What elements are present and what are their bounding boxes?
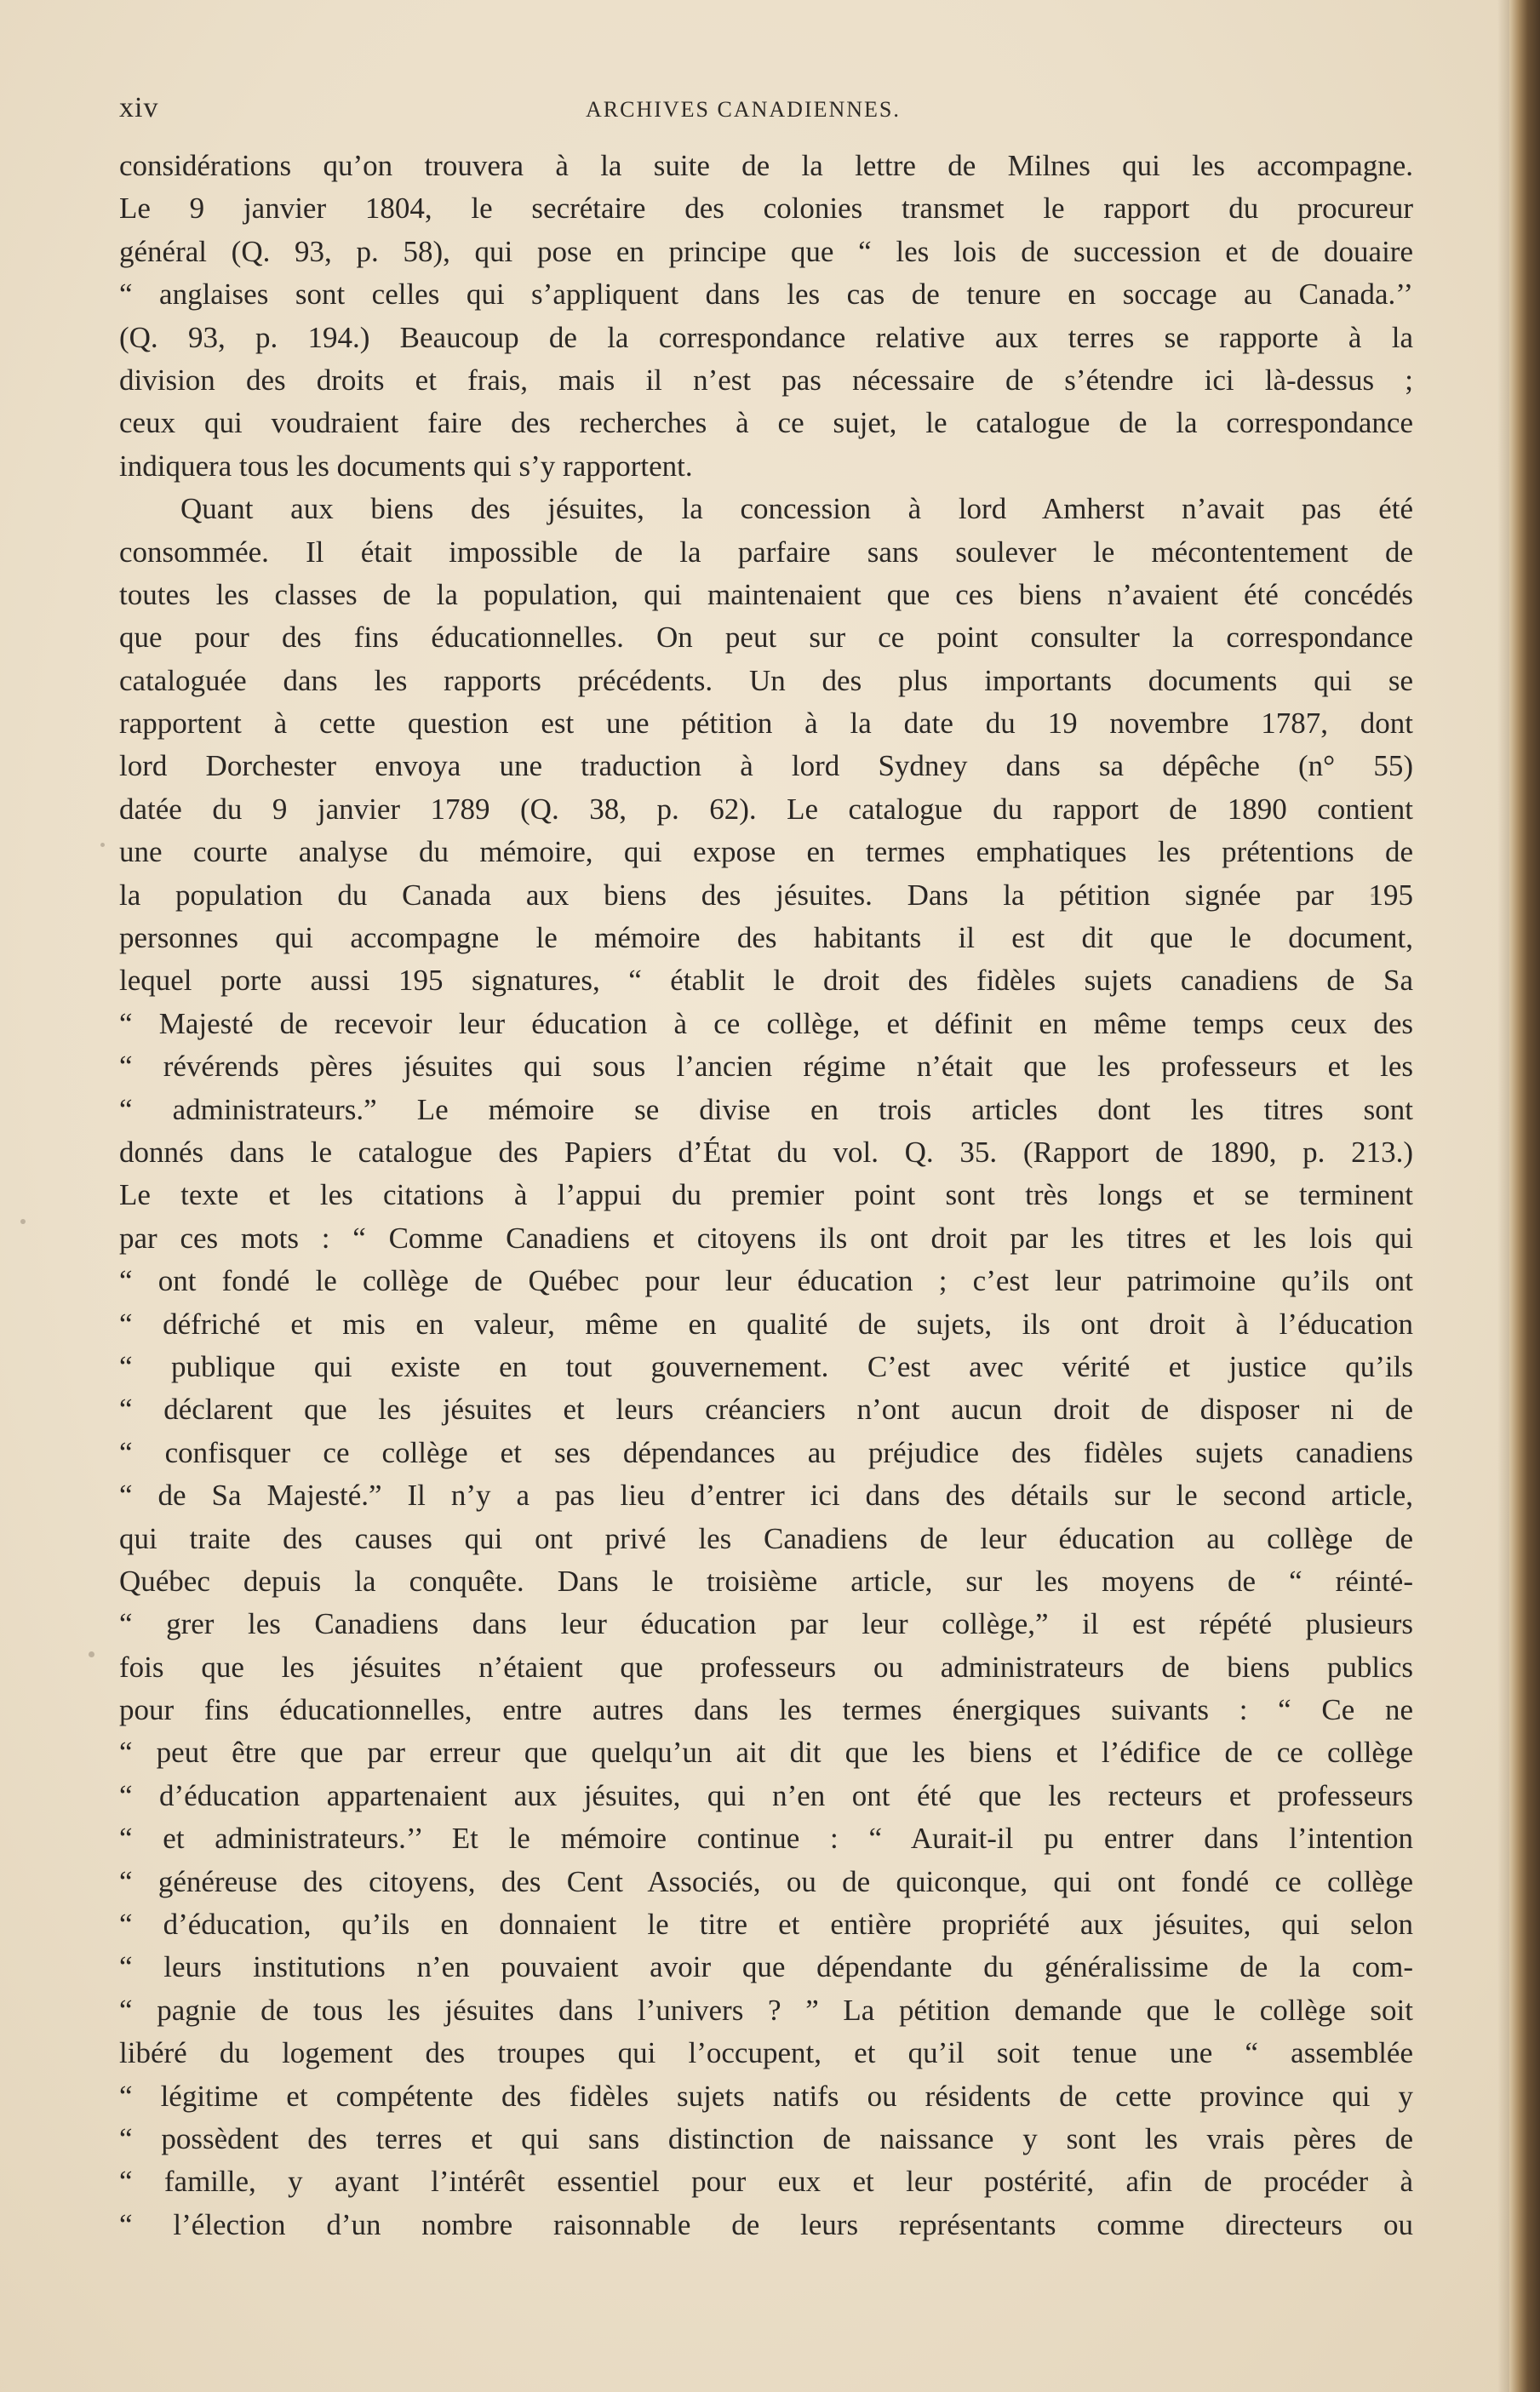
page-header	[119, 92, 1413, 134]
text-line: qui traite des causes qui ont privé les Canadiens de leur éducation au collège de	[119, 1521, 1413, 1555]
text-line: “ Majesté de recevoir leur éducation à ce collège, et définit en même temps ceux des	[119, 1006, 1413, 1040]
body-text	[119, 145, 1413, 2246]
text-line: consommée. Il était impossible de la parfaire sans soulever le mécontentement de	[119, 535, 1413, 569]
text-line: (Q. 93, p. 194.) Beaucoup de la correspondance relative aux terres se rapporte à la	[119, 320, 1413, 354]
page-edge-shadow	[1497, 0, 1509, 2392]
text-line: “ publique qui existe en tout gouvernement. C’est avec vérité et justice qu’ils	[119, 1349, 1413, 1383]
text-line: ceux qui voudraient faire des recherches à ce sujet, le catalogue de la correspondance	[119, 406, 1413, 440]
paragraph-start-line: Quant aux biens des jésuites, la concession à lord Amherst n’avait pas été	[180, 492, 1413, 526]
text-line: “ possèdent des terres et qui sans distinction de naissance y sont les vrais pères de	[119, 2121, 1413, 2155]
text-line: “ légitime et compétente des fidèles sujets natifs ou résidents de cette province qui y	[119, 2079, 1413, 2113]
paper-speck	[20, 1219, 26, 1224]
text-line: général (Q. 93, p. 58), qui pose en principe que “ les lois de succession et de douaire	[119, 234, 1413, 268]
book-binding-edge	[1509, 0, 1540, 2392]
text-line: “ l’élection d’un nombre raisonnable de leurs représentants comme directeurs ou	[119, 2207, 1413, 2241]
paper-speck	[100, 843, 105, 847]
text-line: donnés dans le catalogue des Papiers d’État du vol. Q. 35. (Rapport de 1890, p. 213.)	[119, 1135, 1413, 1169]
text-line: “ pagnie de tous les jésuites dans l’univers ? ” La pétition demande que le collège soit	[119, 1993, 1413, 2027]
text-line: cataloguée dans les rapports précédents. Un des plus importants documents qui se	[119, 663, 1413, 697]
text-line: “ de Sa Majesté.” Il n’y a pas lieu d’entrer ici dans des détails sur le second article,	[119, 1479, 1413, 1513]
text-line: libéré du logement des troupes qui l’occupent, et qu’il soit tenue une “ assemblée	[119, 2036, 1413, 2070]
text-line: “ généreuse des citoyens, des Cent Associés, ou de quiconque, qui ont fondé ce collège	[119, 1864, 1413, 1898]
text-line: par ces mots : “ Comme Canadiens et citoyens ils ont droit par les titres et les lois qui	[119, 1221, 1413, 1255]
text-line: Québec depuis la conquête. Dans le troisième article, sur les moyens de “ réinté-	[119, 1564, 1413, 1598]
text-line: “ leurs institutions n’en pouvaient avoir que dépendante du généralissime de la com-	[119, 1950, 1413, 1984]
text-line: “ d’éducation appartenaient aux jésuites, qui n’en ont été que les recteurs et professeurs	[119, 1778, 1413, 1812]
paper-speck	[89, 1651, 94, 1657]
text-line: “ d’éducation, qu’ils en donnaient le titre et entière propriété aux jésuites, qui selon	[119, 1908, 1413, 1942]
text-line: Le texte et les citations à l’appui du premier point sont très longs et se terminent	[119, 1178, 1413, 1212]
paper-speck	[1371, 894, 1374, 897]
text-line: la population du Canada aux biens des jésuites. Dans la pétition signée par 195	[119, 878, 1413, 912]
text-line: “ déclarent que les jésuites et leurs créanciers n’ont aucun droit de disposer ni de	[119, 1393, 1413, 1427]
text-line: personnes qui accompagne le mémoire des habitants il est dit que le document,	[119, 921, 1413, 955]
text-line: “ défriché et mis en valeur, même en qualité de sujets, ils ont droit à l’éducation	[119, 1307, 1413, 1341]
text-line: “ révérends pères jésuites qui sous l’ancien régime n’était que les professeurs et les	[119, 1050, 1413, 1084]
text-line: “ confisquer ce collège et ses dépendances au préjudice des fidèles sujets canadiens	[119, 1435, 1413, 1469]
text-line: “ ont fondé le collège de Québec pour leur éducation ; c’est leur patrimoine qu’ils ont	[119, 1264, 1413, 1298]
text-line: “ peut être que par erreur que quelqu’un ait dit que les biens et l’édifice de ce collège	[119, 1736, 1413, 1770]
text-line: toutes les classes de la population, qui maintenaient que ces biens n’avaient été concédés	[119, 577, 1413, 611]
text-line: pour fins éducationnelles, entre autres dans les termes énergiques suivants : “ Ce ne	[119, 1693, 1413, 1727]
text-line: fois que les jésuites n’étaient que professeurs ou administrateurs de biens publics	[119, 1650, 1413, 1684]
text-line: lord Dorchester envoya une traduction à lord Sydney dans sa dépêche (n° 55)	[119, 749, 1413, 783]
text-line: Le 9 janvier 1804, le secrétaire des colonies transmet le rapport du procureur	[119, 192, 1413, 226]
text-line: datée du 9 janvier 1789 (Q. 38, p. 62). Le catalogue du rapport de 1890 contient	[119, 792, 1413, 826]
text-line: “ famille, y ayant l’intérêt essentiel pour eux et leur postérité, afin de procéder à	[119, 2165, 1413, 2199]
text-line: division des droits et frais, mais il n’est pas nécessaire de s’étendre ici là-dessus ;	[119, 363, 1413, 397]
text-line: considérations qu’on trouvera à la suite de la lettre de Milnes qui les accompagne.	[119, 149, 1413, 182]
text-line: lequel porte aussi 195 signatures, “ établit le droit des fidèles sujets canadiens de Sa	[119, 964, 1413, 998]
text-line: “ et administrateurs.’’ Et le mémoire continue : “ Aurait-il pu entrer dans l’intention	[119, 1822, 1413, 1856]
text-line: une courte analyse du mémoire, qui expose en termes emphatiques les prétentions de	[119, 835, 1413, 869]
text-line: “ administrateurs.” Le mémoire se divise en trois articles dont les titres sont	[119, 1092, 1413, 1126]
text-line: indiquera tous les documents qui s’y rapportent.	[119, 449, 693, 483]
text-line: “ anglaises sont celles qui s’appliquent dans les cas de tenure en soccage au Canada.’’	[119, 278, 1413, 312]
running-title: ARCHIVES CANADIENNES.	[586, 97, 901, 122]
text-line: que pour des fins éducationnelles. On peut sur ce point consulter la correspondance	[119, 621, 1413, 655]
text-line: rapportent à cette question est une pétition à la date du 19 novembre 1787, dont	[119, 707, 1413, 741]
page-number: xiv	[119, 92, 159, 123]
text-line: “ grer les Canadiens dans leur éducation par leur collège,” il est répété plusieurs	[119, 1607, 1413, 1641]
